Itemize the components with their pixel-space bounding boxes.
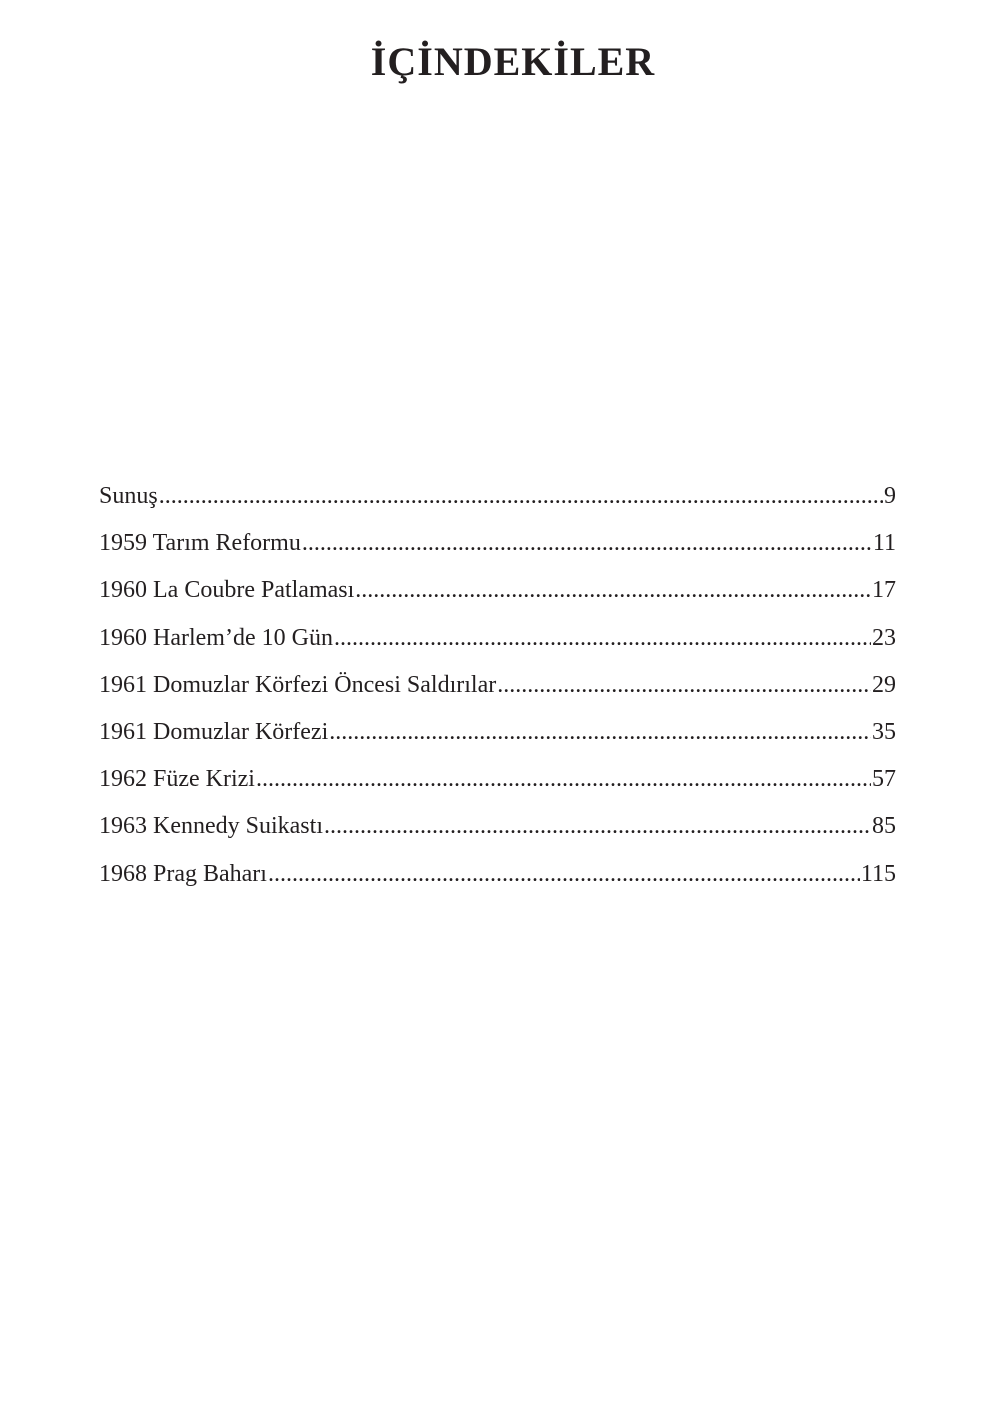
table-of-contents <box>99 476 896 901</box>
toc-entry <box>99 665 896 712</box>
toc-entry <box>99 712 896 759</box>
toc-entry <box>99 523 896 570</box>
toc-dot-leader <box>497 665 871 705</box>
toc-entry-page: 115 <box>860 860 896 887</box>
toc-entry-title: 1961 Domuzlar Körfezi Öncesi Saldırılar <box>99 671 497 698</box>
toc-dot-leader <box>268 854 860 894</box>
toc-entry <box>99 759 896 806</box>
toc-entry-title: 1968 Prag Baharı <box>99 860 267 887</box>
toc-dot-leader <box>302 523 872 563</box>
toc-entry-title: 1963 Kennedy Suikastı <box>99 813 323 840</box>
toc-dot-leader <box>159 476 883 516</box>
toc-dot-leader <box>334 618 871 658</box>
toc-entry-title: 1960 Harlem’de 10 Gün <box>99 624 333 651</box>
toc-entry <box>99 618 896 665</box>
toc-entry-title: 1959 Tarım Reformu <box>99 530 301 557</box>
page-title: İÇİNDEKİLER <box>370 39 656 84</box>
toc-entry-title: 1961 Domuzlar Körfezi <box>99 718 329 745</box>
toc-entry-page: 35 <box>872 718 896 745</box>
toc-entry <box>99 570 896 617</box>
toc-entry-page: 23 <box>872 624 896 651</box>
toc-entry-page: 17 <box>872 577 896 604</box>
toc-dot-leader <box>355 570 871 610</box>
toc-entry-title: 1960 La Coubre Patlaması <box>99 577 355 604</box>
toc-dot-leader <box>329 712 871 752</box>
toc-entry <box>99 476 896 523</box>
toc-entry-page: 29 <box>872 671 896 698</box>
toc-entry-page: 57 <box>872 766 896 793</box>
toc-entry-title: Sunuş <box>99 483 158 509</box>
toc-entry-page: 85 <box>872 813 896 840</box>
toc-entry-page: 9 <box>884 483 896 509</box>
toc-entry-page: 11 <box>872 530 896 557</box>
toc-dot-leader <box>324 806 871 846</box>
toc-entry-title: 1962 Füze Krizi <box>99 766 255 793</box>
toc-entry <box>99 854 896 901</box>
toc-entry <box>99 806 896 853</box>
toc-dot-leader <box>256 759 871 799</box>
